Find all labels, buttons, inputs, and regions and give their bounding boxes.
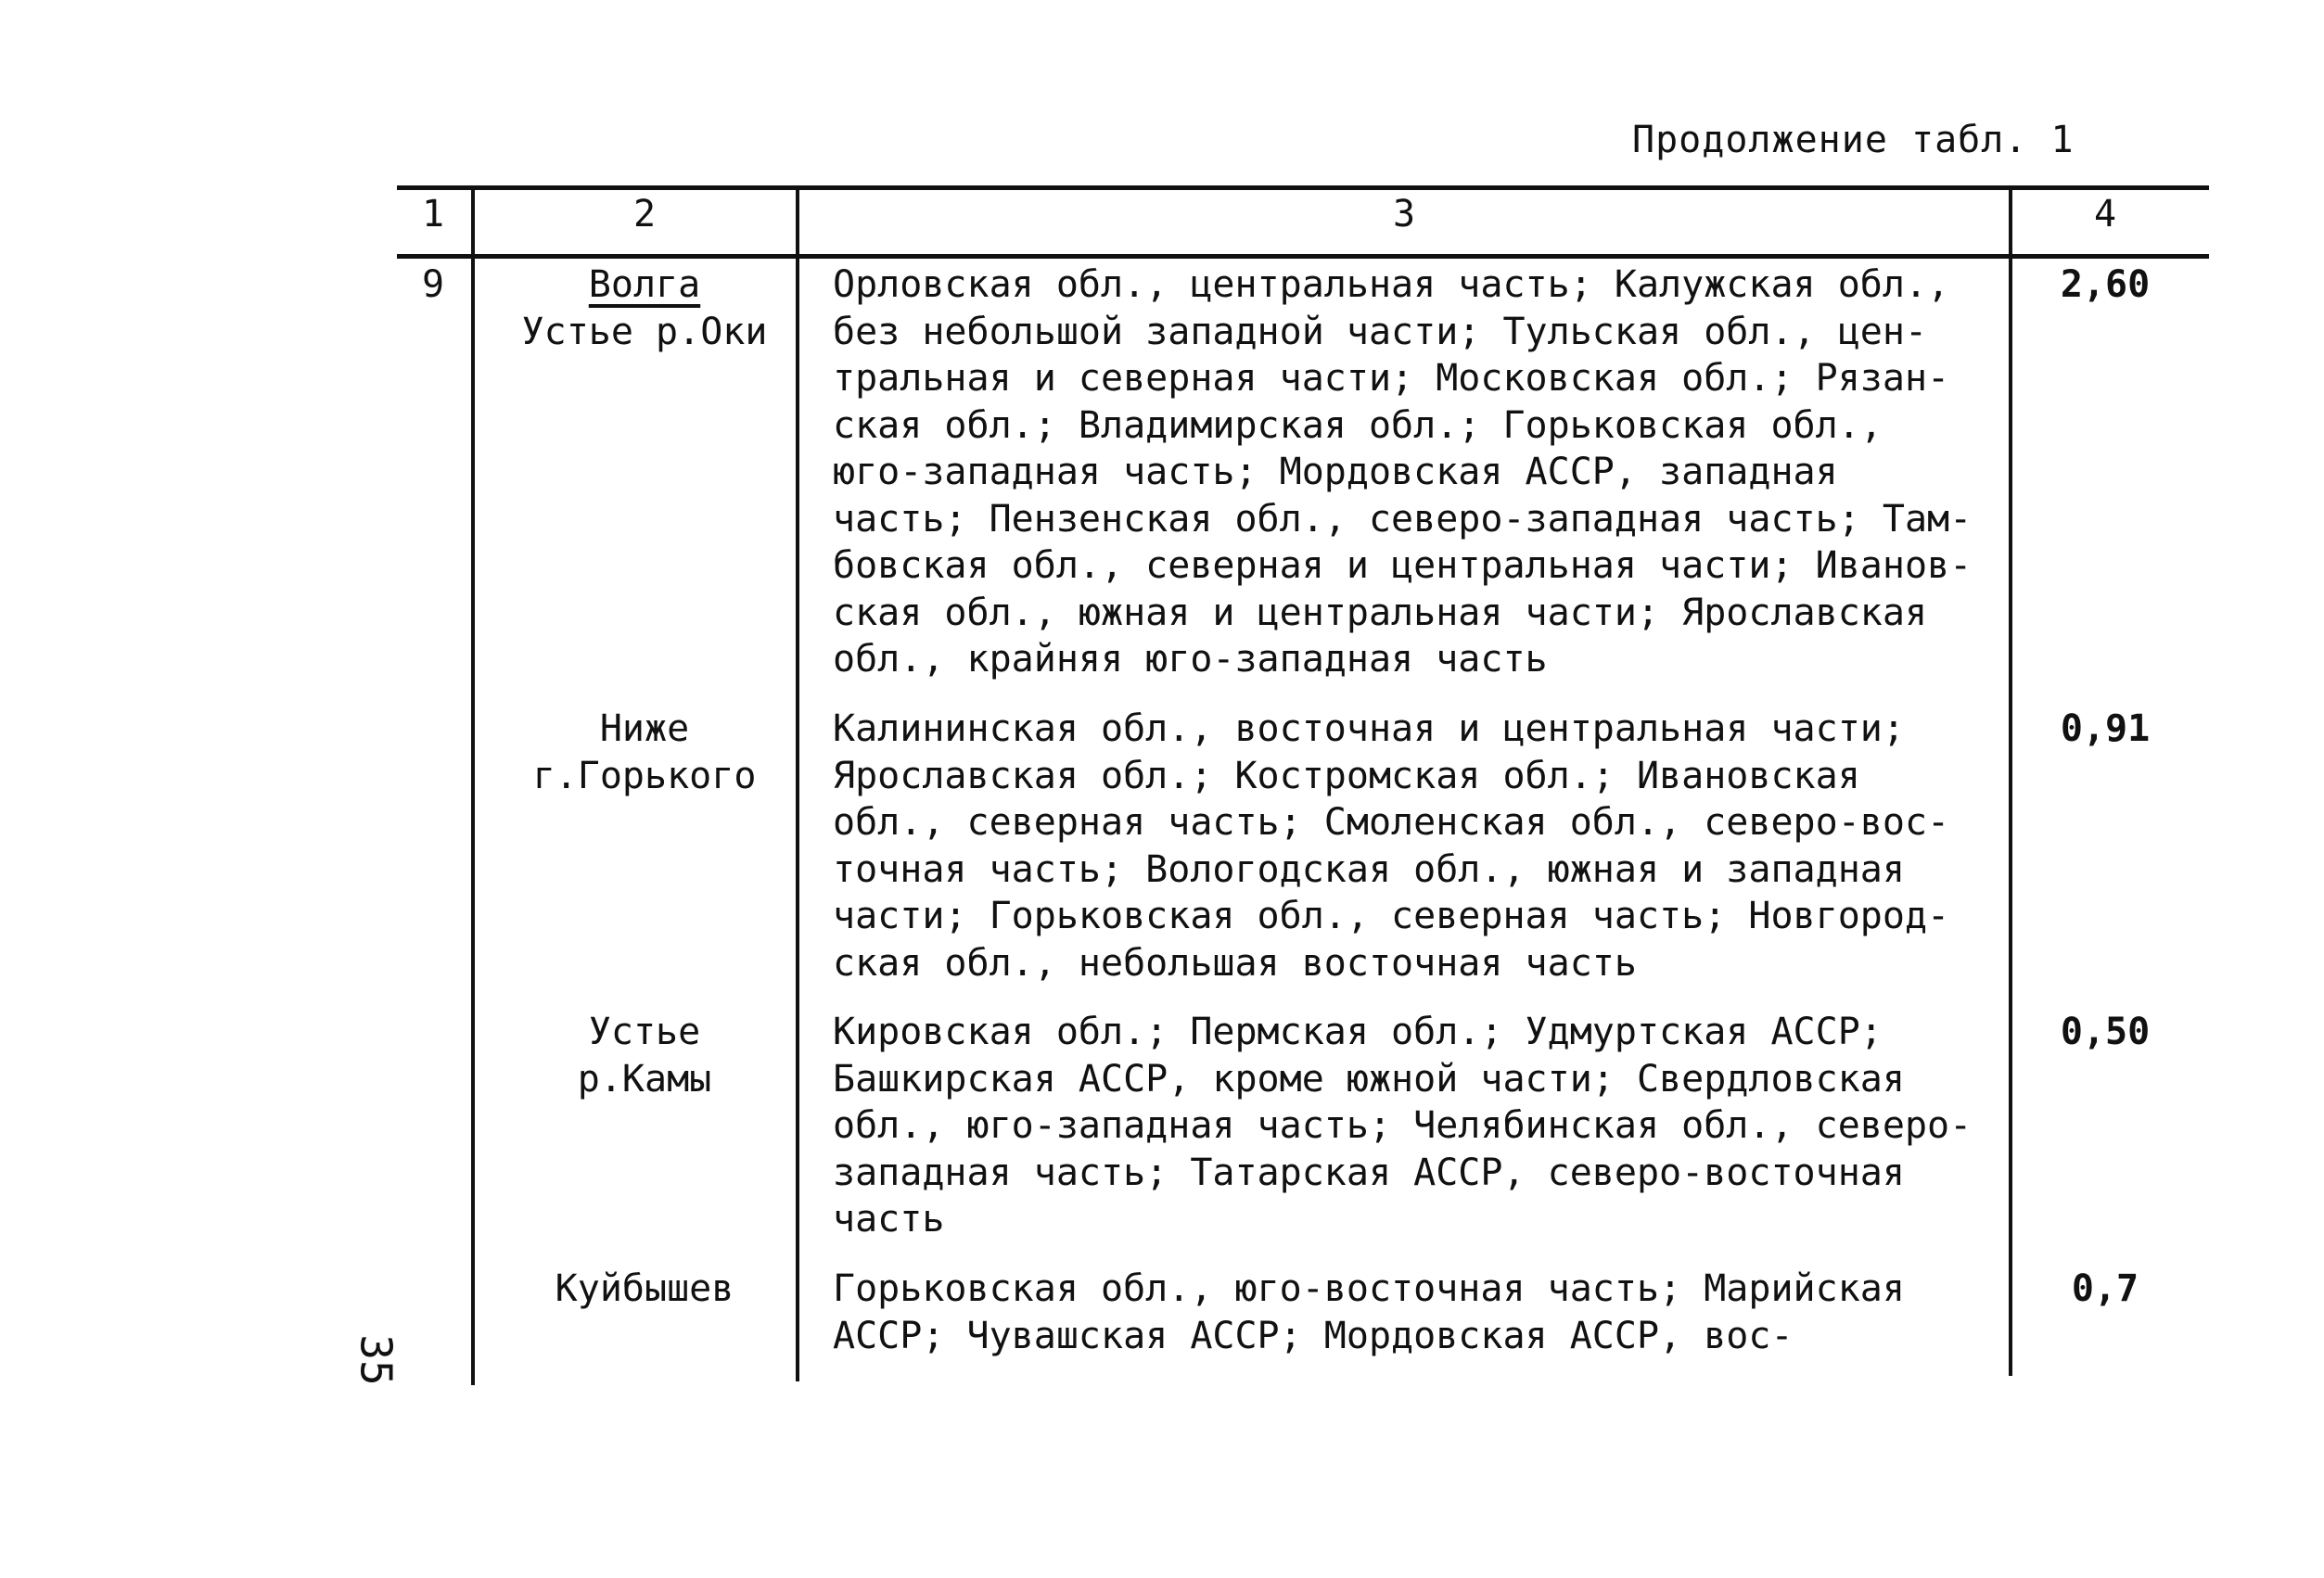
header-col-4: 4 [2093, 193, 2117, 235]
table-top-rule [397, 185, 2209, 190]
column-divider-1 [471, 185, 475, 1385]
row-number: 9 [421, 263, 445, 306]
regions-text: Кировская обл.; Пермская обл.; Удмуртская АССР; Башкирская АССР, кроме южной части; Свердловская обл., юго-западная часть; Челябинская обл., северо- западная часть; Татарская АССР, северо-восточная часть [833, 1011, 1973, 1241]
coefficient-value: 2,60 [2060, 263, 2151, 306]
table-caption: Продолжение табл. 1 [1632, 119, 2075, 161]
header-col-1: 1 [421, 193, 445, 235]
header-col-3: 3 [1392, 193, 1416, 235]
page-number: 35 [351, 1334, 402, 1386]
gauge-point: Устье р.Камы [577, 1011, 712, 1101]
regions-text: Калининская обл., восточная и центральная части; Ярославская обл.; Костромская обл.; Ивановская обл., северная часть; Смоленская обл., северо-вос- точная часть; Вологодская обл., южная и западная части; Горьковская обл., северная часть; Новгород- ская обл., небольшая восточная часть [833, 707, 1950, 985]
regions-text: Горьковская обл., юго-восточная часть; Марийская АССР; Чувашская АССР; Мордовская АССР, вос- [833, 1267, 1905, 1357]
gauge-point: Ниже г.Горького [532, 707, 757, 797]
gauge-point: Куйбышев [555, 1267, 734, 1310]
coefficient-value: 0,91 [2060, 707, 2151, 750]
coefficient-value: 0,50 [2060, 1011, 2151, 1053]
gauge-point: Устье р.Оки [521, 311, 768, 353]
coefficient-value: 0,7 [2071, 1267, 2139, 1310]
column-divider-3 [2009, 185, 2012, 1376]
regions-text: Орловская обл., центральная часть; Калужская обл., без небольшой западной части; Тульская обл., цен- тральная и северная части; Московская обл.; Рязан- ская обл.; Владимирская обл.; Горьковская обл., юго-западная часть; Мордовская АССР, западная часть; Пензенская обл., северо-западная часть; Там- бовская обл., северная и центральная части; Иванов- ская обл., южная и центральная части; Ярославская обл., крайняя юго-западная часть [833, 263, 1973, 681]
river-name: Волга [588, 263, 701, 306]
header-col-2: 2 [632, 193, 657, 235]
table-header-rule [397, 254, 2209, 259]
